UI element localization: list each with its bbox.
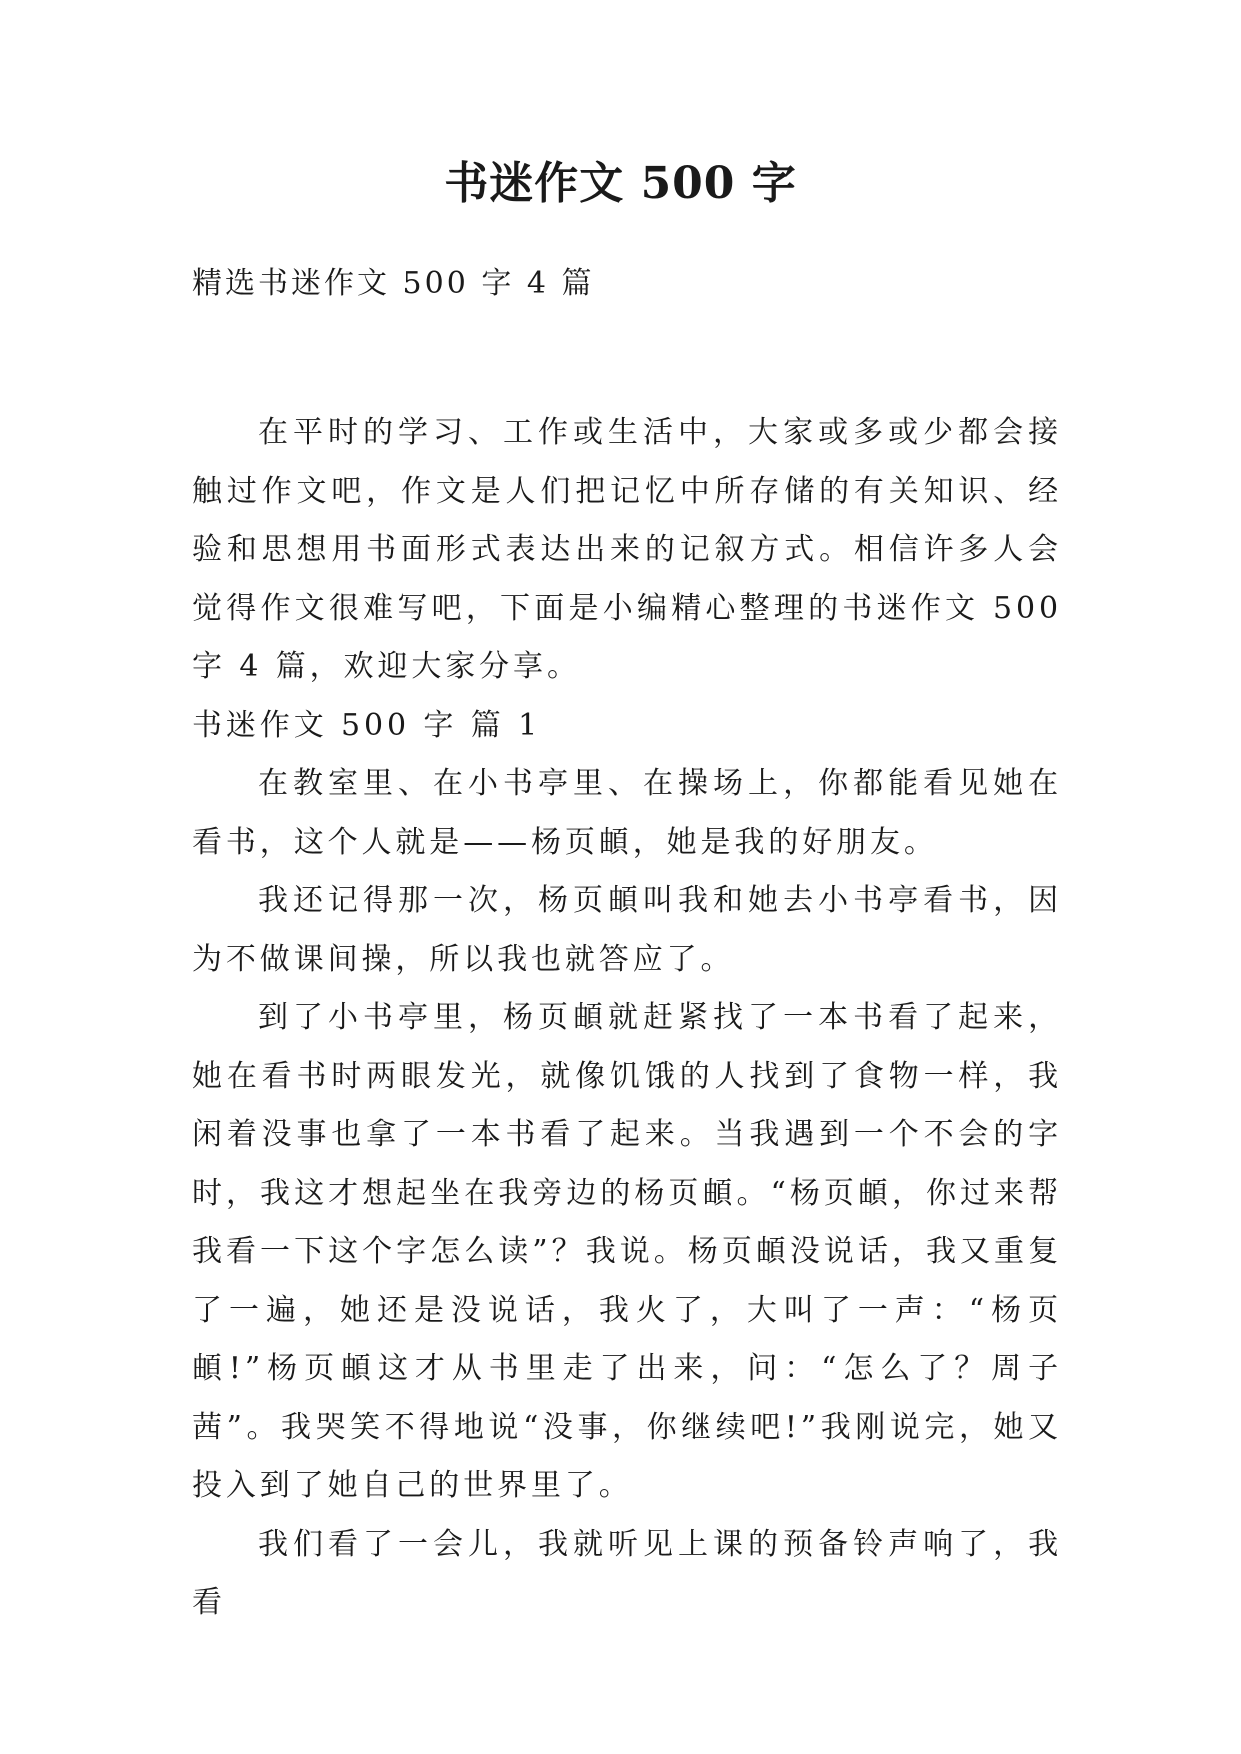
body-paragraph: 在教室里、在小书亭里、在操场上，你都能看见她在看书，这个人就是——杨页頔，她是我的好朋友。 [192,766,1062,860]
document-subtitle: 精选书迷作文 500 字 4 篇 [192,266,595,301]
body-paragraph: 到了小书亭里，杨页頔就赶紧找了一本书看了起来，她在看书时两眼发光，就像饥饿的人找到了食物一样，我闲着没事也拿了一本书看了起来。当我遇到一个不会的字时，我这才想起坐在我旁边的杨页頔。“杨页頔，你过来帮我看一下这个字怎么读”？我说。杨页頔没说话，我又重复了一遍，她还是没说话，我火了，大叫了一声：“杨页頔!”杨页頔这才从书里走了出来，问：“怎么了？周子茜”。我哭笑不得地说“没事，你继续吧!”我刚说完，她又投入到了她自己的世界里了。 [192,1000,1062,1503]
section-heading: 书迷作文 500 字 篇 1 [192,707,542,743]
document-body [192,404,1062,1633]
body-paragraph: 我还记得那一次，杨页頔叫我和她去小书亭看书，因为不做课间操，所以我也就答应了。 [192,883,1062,977]
intro-paragraph: 在平时的学习、工作或生活中，大家或多或少都会接触过作文吧，作文是人们把记忆中所存储的有关知识、经验和思想用书面形式表达出来的记叙方式。相信许多人会觉得作文很难写吧，下面是小编精心整理的书迷作文 500 字 4 篇，欢迎大家分享。 [192,415,1062,684]
document-title: 书迷作文 500 字 [444,158,797,209]
body-paragraph: 我们看了一会儿，我就听见上课的预备铃声响了，我看 [192,1526,1062,1620]
